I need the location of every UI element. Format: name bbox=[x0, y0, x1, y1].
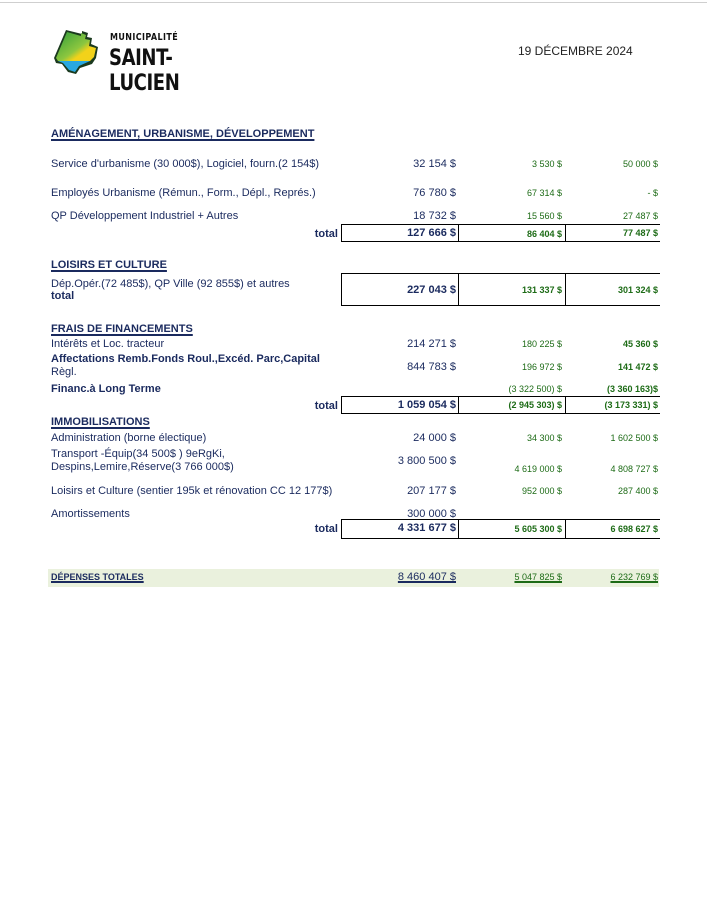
row-label: Intérêts et Loc. tracteur bbox=[51, 338, 165, 350]
row-value-col3: 141 472 $ bbox=[617, 362, 658, 372]
row-value-col1: 300 000 $ bbox=[407, 508, 456, 520]
total-value-col1: 1 059 054 $ bbox=[397, 399, 456, 411]
row-value-col3: (3 360 163)$ bbox=[606, 384, 658, 394]
row-label: Affectations Remb.Fonds Roul.,Excéd. Parc,Capital bbox=[51, 353, 320, 365]
row-value-col2: 3 530 $ bbox=[531, 159, 562, 169]
total-label: total bbox=[314, 523, 338, 535]
total-value-col2: 131 337 $ bbox=[521, 285, 562, 295]
row-label: Employés Urbanisme (Rémun., Form., Dépl., Représ.) bbox=[51, 187, 316, 199]
row-label: Administration (borne électique) bbox=[51, 432, 207, 444]
section-title-immobilisations: IMMOBILISATIONS bbox=[51, 416, 150, 428]
puzzle-map-icon bbox=[52, 28, 104, 78]
section-title-loisirs: LOISIRS ET CULTURE bbox=[51, 259, 167, 271]
row-value-col1: 844 783 $ bbox=[407, 361, 456, 373]
total-value-col3: (3 173 331) $ bbox=[604, 400, 658, 410]
row-label: Service d'urbanisme (30 000$), Logiciel, fourn.(2 154$) bbox=[51, 158, 320, 170]
row-label: Transport -Équip(34 500$ ) 9eRgKi, bbox=[51, 448, 225, 460]
row-value-col3: 50 000 $ bbox=[622, 159, 658, 169]
section-title-frais: FRAIS DE FINANCEMENTS bbox=[51, 323, 193, 335]
grand-total-col2: 5 047 825 $ bbox=[514, 572, 562, 582]
total-label: total bbox=[314, 228, 338, 240]
row-value-col2: 952 000 $ bbox=[521, 486, 562, 496]
page-top-border bbox=[0, 2, 707, 3]
row-label: Dép.Opér.(72 485$), QP Ville (92 855$) et autres bbox=[51, 278, 290, 290]
row-value-col3: 27 487 $ bbox=[622, 211, 658, 221]
total-value-col2: 5 605 300 $ bbox=[514, 524, 562, 534]
row-value-col3: - $ bbox=[647, 188, 658, 198]
section-title-amenagement: AMÉNAGEMENT, URBANISME, DÉVELOPPEMENT bbox=[51, 128, 315, 140]
row-value-col3: 45 360 $ bbox=[622, 339, 658, 349]
row-label-continued: Despins,Lemire,Réserve(3 766 000$) bbox=[51, 461, 234, 473]
total-value-col1: 127 666 $ bbox=[407, 227, 456, 239]
row-value-col2: 196 972 $ bbox=[521, 362, 562, 372]
row-value-col1: 76 780 $ bbox=[413, 187, 456, 199]
total-value-col3: 301 324 $ bbox=[617, 285, 658, 295]
row-value-col3: 1 602 500 $ bbox=[610, 433, 658, 443]
row-value-col1: 3 800 500 $ bbox=[397, 455, 456, 467]
total-value-col3: 6 698 627 $ bbox=[610, 524, 658, 534]
total-label: total bbox=[314, 400, 338, 412]
row-value-col1: 18 732 $ bbox=[413, 210, 456, 222]
row-label: Amortissements bbox=[51, 508, 130, 520]
grand-total-col3: 6 232 769 $ bbox=[610, 572, 658, 582]
row-value-col1: 207 177 $ bbox=[407, 485, 456, 497]
grand-total-label: DÉPENSES TOTALES bbox=[51, 572, 144, 582]
row-value-col2: 34 300 $ bbox=[526, 433, 562, 443]
row-label: QP Développement Industriel + Autres bbox=[51, 210, 239, 222]
row-value-col2: 180 225 $ bbox=[521, 339, 562, 349]
row-label: Financ.à Long Terme bbox=[51, 383, 161, 395]
row-value-col1: 214 271 $ bbox=[407, 338, 456, 350]
municipality-logo bbox=[52, 28, 242, 96]
row-value-col3: 287 400 $ bbox=[617, 486, 658, 496]
row-value-col2: 15 560 $ bbox=[526, 211, 562, 221]
row-value-col2: (3 322 500) $ bbox=[508, 384, 562, 394]
row-value-col3: 4 808 727 $ bbox=[610, 464, 658, 474]
total-value-col3: 77 487 $ bbox=[622, 228, 658, 238]
total-label: total bbox=[51, 290, 75, 302]
total-value-col1: 227 043 $ bbox=[407, 284, 456, 296]
row-value-col2: 67 314 $ bbox=[526, 188, 562, 198]
logo-text-small: MUNICIPALITÉ bbox=[110, 32, 179, 43]
row-label-continued: Règl. bbox=[51, 366, 77, 378]
row-label: Loisirs et Culture (sentier 195k et rénovation CC 12 177$) bbox=[51, 485, 333, 497]
document-date: 19 DÉCEMBRE 2024 bbox=[518, 44, 633, 58]
row-value-col1: 32 154 $ bbox=[413, 158, 456, 170]
total-value-col1: 4 331 677 $ bbox=[397, 522, 456, 534]
total-value-col2: (2 945 303) $ bbox=[508, 400, 562, 410]
row-value-col1: 24 000 $ bbox=[413, 432, 456, 444]
grand-total-col1: 8 460 407 $ bbox=[397, 571, 456, 583]
total-value-col2: 86 404 $ bbox=[526, 229, 562, 239]
row-value-col2: 4 619 000 $ bbox=[514, 464, 562, 474]
logo-text-big: SAINT-LUCIEN bbox=[109, 46, 180, 96]
